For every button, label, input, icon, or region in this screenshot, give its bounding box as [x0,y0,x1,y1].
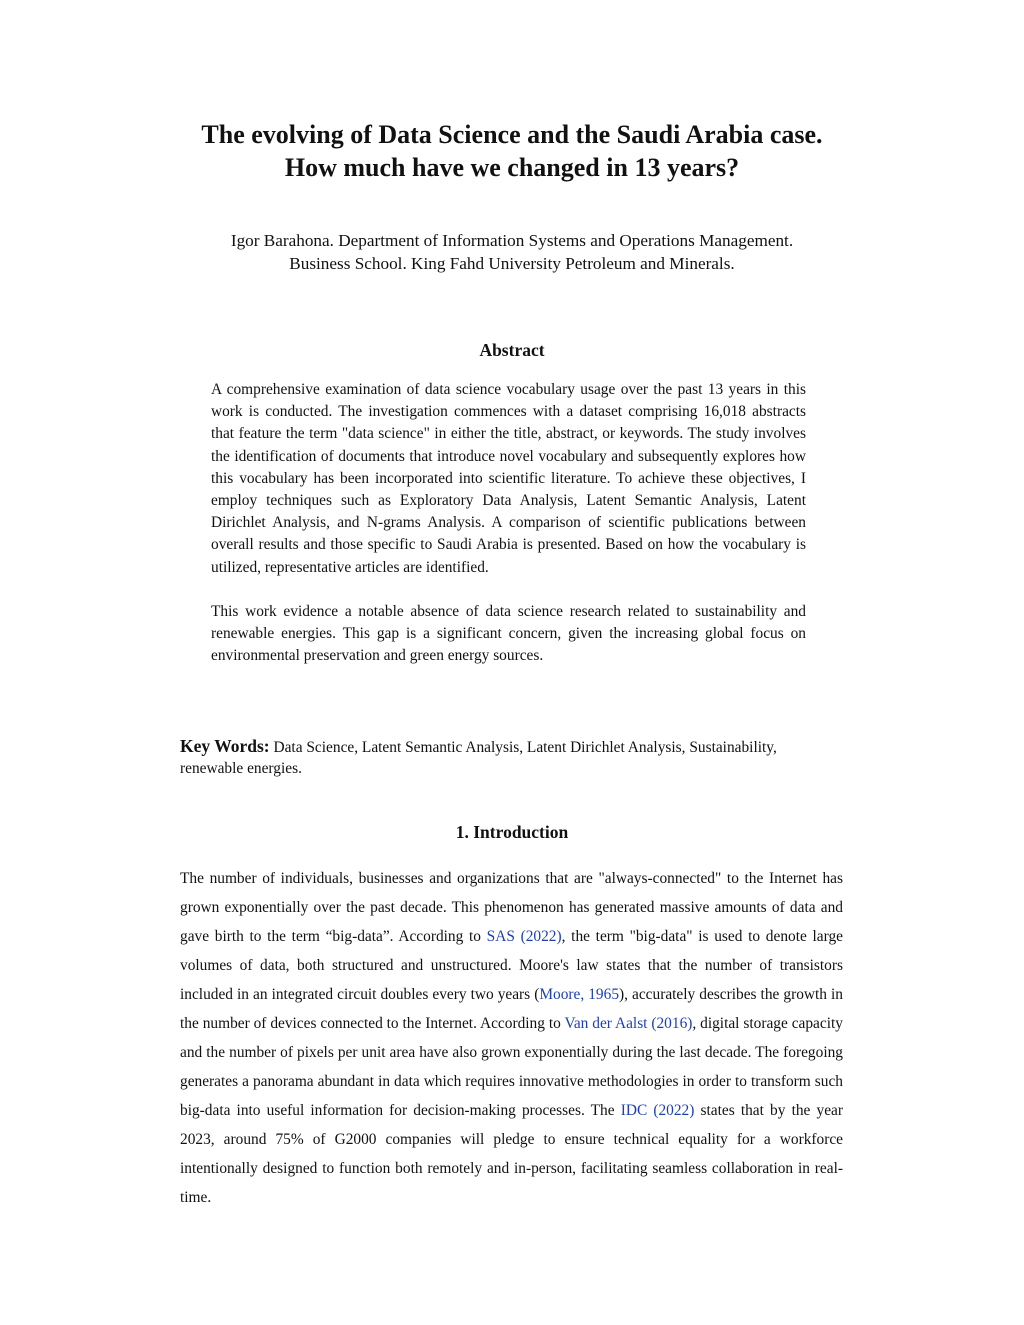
citation-link-idc[interactable]: IDC (2022) [620,1102,695,1119]
author-affiliation [0,229,1024,275]
author-line-2: Business School. King Fahd University Petroleum and Minerals. [289,254,735,273]
title-line-2: How much have we changed in 13 years? [284,153,740,182]
citation-link-moore[interactable]: Moore, 1965 [539,986,620,1003]
intro-text-5: states that by the year 2023, around 75% of G2000 companies will pledge to ensure technical equality for a workforce intentionally designed to function both remotely and in-person, facilitating seamless collaboration in real-time. [180,1102,843,1206]
citation-link-van-der-aalst[interactable]: Van der Aalst (2016) [564,1015,693,1032]
intro-text-4: , digital storage capacity and the number of pixels per unit area have also grown exponentially during the last decade. The foregoing generates a panorama abundant in data which requires innovative methodologies in order to transform such big-data into useful information for decision-making processes. The [180,1015,843,1119]
keywords-text: Data Science, Latent Semantic Analysis, Latent Dirichlet Analysis, Sustainability, renewable energies. [180,739,777,777]
introduction-paragraph [180,864,843,1212]
paper-title [0,118,1024,184]
intro-text-2: , the term "big-data" is used to denote large volumes of data, both structured and unstructured. Moore's law states that the number of transistors included in an integrated circuit doubles every two years ( [180,928,843,1003]
abstract-heading: Abstract [479,340,545,360]
abstract-paragraph-1: A comprehensive examination of data science vocabulary usage over the past 13 years in this work is conducted. The investigation commences with a dataset comprising 16,018 abstracts that feature the term "data science" in either the title, abstract, or keywords. The study involves the identification of documents that introduce novel vocabulary and subsequently explores how this vocabulary has been incorporated into scientific literature. To achieve these objectives, I employ techniques such as Exploratory Data Analysis, Latent Semantic Analysis, Latent Dirichlet Analysis, and N-grams Analysis. A comparison of scientific publications between overall results and those specific to Saudi Arabia is presented. Based on how the vocabulary is utilized, representative articles are identified. [211,381,806,576]
author-line-1: Igor Barahona. Department of Information Systems and Operations Management. [230,231,794,250]
intro-text-1: The number of individuals, businesses and organizations that are "always-connected" to the Internet has grown exponentially over the past decade. This phenomenon has generated massive amounts of data and gave birth to the term “big-data”. According to [180,870,843,945]
abstract-body [211,379,806,689]
citation-link-sas[interactable]: SAS (2022) [486,928,562,945]
introduction-heading: 1. Introduction [455,822,569,842]
title-line-1: The evolving of Data Science and the Saudi Arabia case. [201,120,823,149]
keywords [180,736,843,779]
abstract-paragraph-2: This work evidence a notable absence of data science research related to sustainability and renewable energies. This gap is a significant concern, given the increasing global focus on environmental preservation and green energy sources. [211,602,806,665]
intro-text-3: ), accurately describes the growth in the number of devices connected to the Internet. According to [180,986,843,1032]
keywords-label: Key Words: [180,736,270,756]
